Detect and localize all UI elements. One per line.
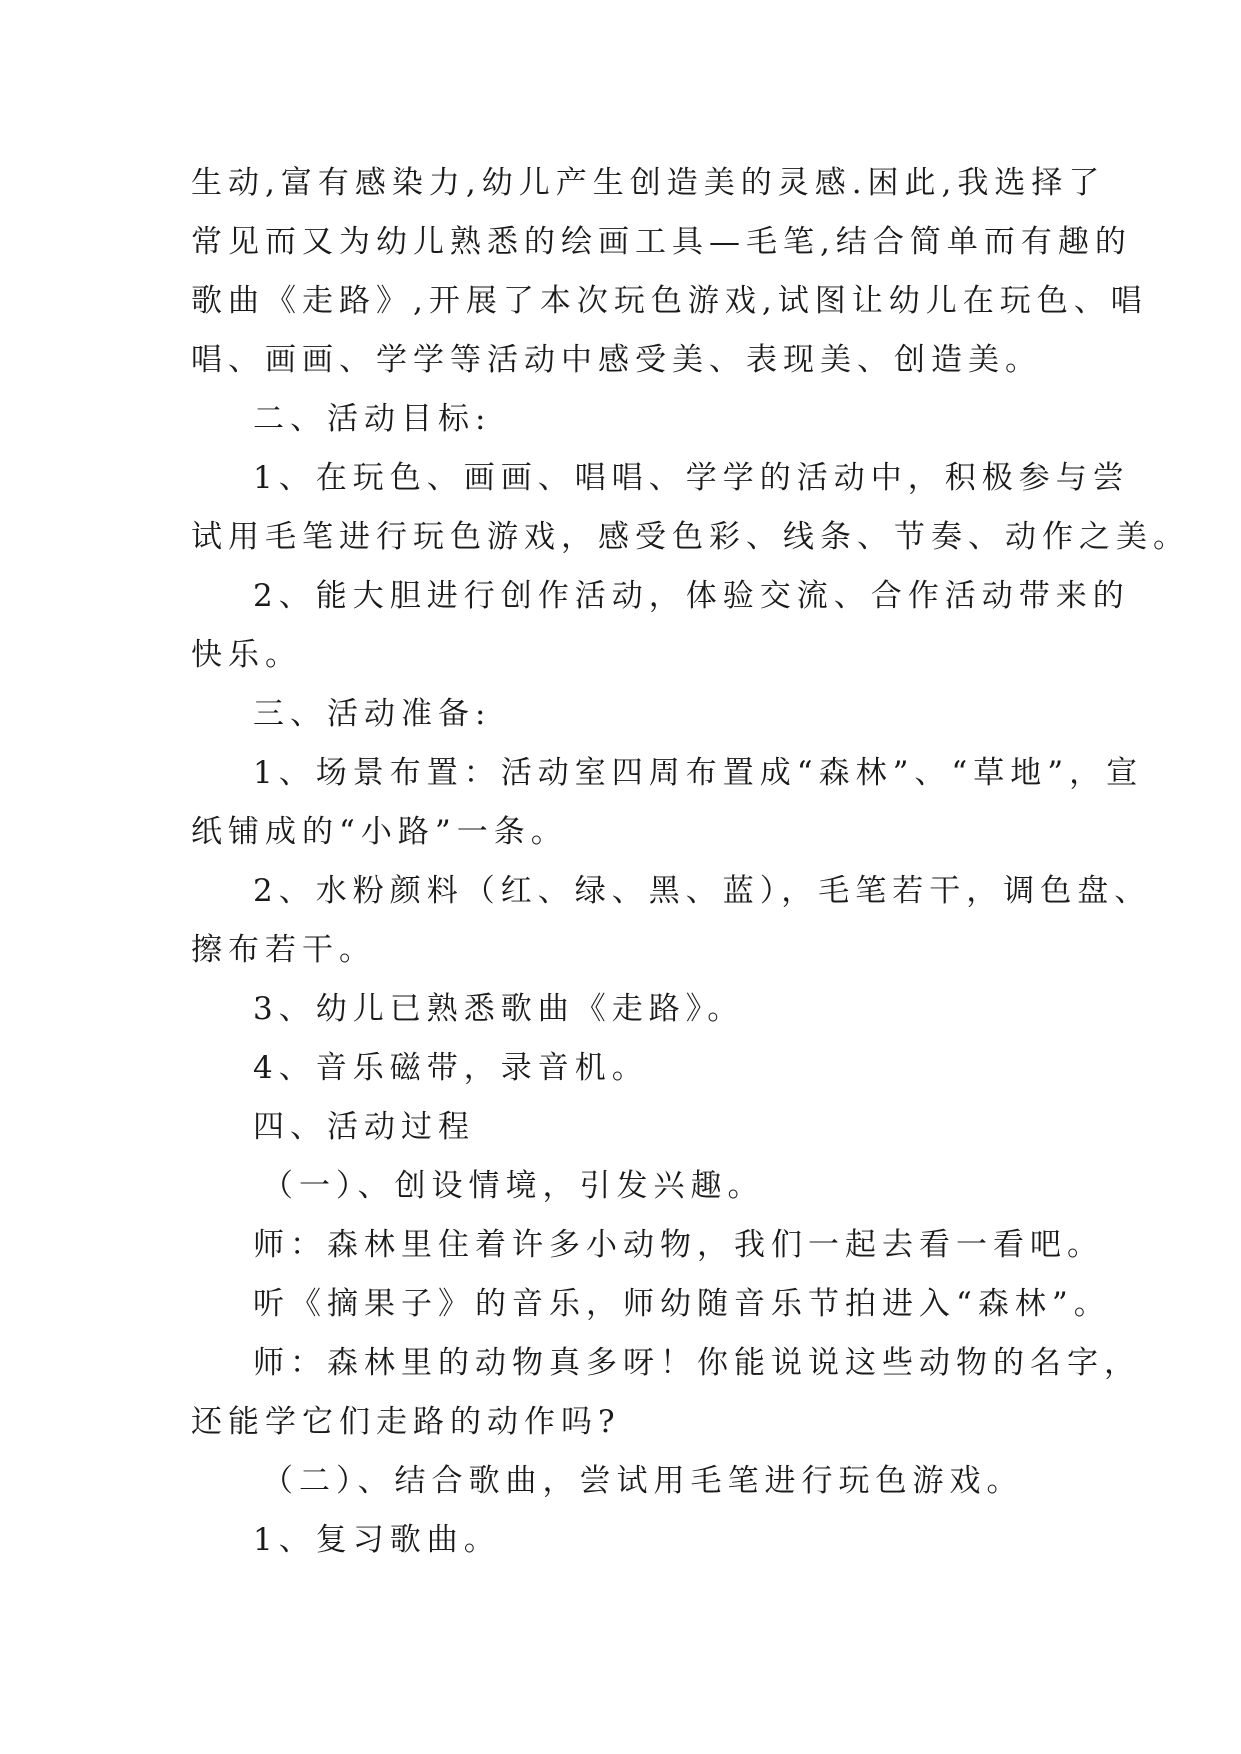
paragraph-line: 师：森林里住着许多小动物，我们一起去看一看吧。: [253, 1227, 1104, 1263]
subsection-heading: （二）、结合歌曲，尝试用毛笔进行玩色游戏。: [262, 1463, 1024, 1499]
subsection-heading: （一）、创设情境，引发兴趣。: [262, 1168, 765, 1204]
section-heading: 四、活动过程: [253, 1109, 475, 1145]
paragraph-line: 3、幼儿已熟悉歌曲《走路》。: [253, 991, 745, 1027]
paragraph-line: 1、在玩色、画画、唱唱、学学的活动中，积极参与尝: [253, 460, 1130, 496]
paragraph-line: 听《摘果子》的音乐，师幼随音乐节拍进入“森林”。: [253, 1286, 1111, 1322]
paragraph-line: 试用毛笔进行玩色游戏，感受色彩、线条、节奏、动作之美。: [191, 519, 1190, 555]
paragraph-line: 4、音乐磁带，录音机。: [253, 1050, 649, 1086]
paragraph-line: 1、复习歌曲。: [253, 1522, 501, 1558]
paragraph-line: 还能学它们走路的动作吗?: [191, 1404, 621, 1440]
paragraph-line: 常见而又为幼儿熟悉的绘画工具—毛笔,结合简单而有趣的: [191, 224, 1132, 260]
paragraph-line: 2、能大胆进行创作活动，体验交流、合作活动带来的: [253, 578, 1130, 614]
section-heading: 三、活动准备:: [253, 696, 492, 732]
paragraph-line: 歌曲《走路》,开展了本次玩色游戏,试图让幼儿在玩色、唱: [191, 283, 1148, 319]
paragraph-line: 擦布若干。: [191, 932, 376, 968]
paragraph-line: 师：森林里的动物真多呀！你能说说这些动物的名字，: [253, 1345, 1141, 1381]
paragraph-line: 纸铺成的“小路”一条。: [191, 814, 568, 850]
paragraph-line: 2、水粉颜料（红、绿、黑、蓝），毛笔若干，调色盘、: [253, 873, 1152, 909]
paragraph-line: 快乐。: [191, 637, 302, 673]
paragraph-line: 1、场景布置：活动室四周布置成“森林”、“草地”，宣: [253, 755, 1144, 791]
paragraph-line: 生动,富有感染力,幼儿产生创造美的灵感.困此,我选择了: [191, 165, 1106, 201]
paragraph-line: 唱、画画、学学等活动中感受美、表现美、创造美。: [191, 342, 1042, 378]
section-heading: 二、活动目标:: [253, 401, 492, 437]
